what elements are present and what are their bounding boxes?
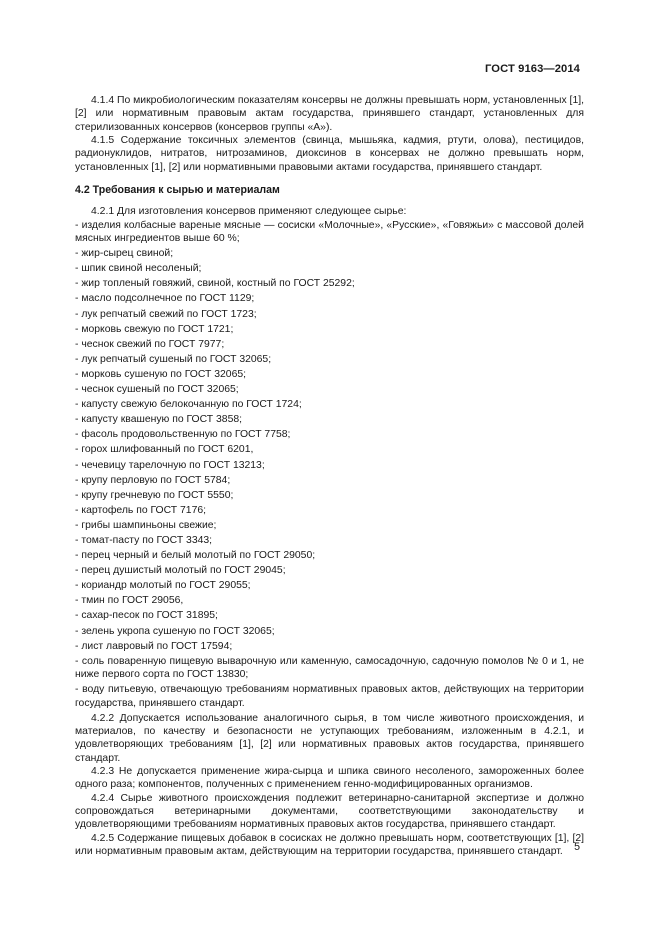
page-number: 5 xyxy=(574,841,580,853)
document-standard-number: ГОСТ 9163—2014 xyxy=(484,63,580,75)
list-item: - морковь свежую по ГОСТ 1721; xyxy=(75,323,234,335)
list-item: - тмин по ГОСТ 29056, xyxy=(75,595,184,607)
page-body xyxy=(75,94,584,858)
raw-materials-list xyxy=(75,219,584,710)
paragraph-4-2-5: 4.2.5 Содержание пищевых добавок в сосисках не должно превышать норм, соответствующих [1], [2] или нормативным правовым актам, действующим на территории государства, принявшего стандарт. xyxy=(75,832,584,858)
list-item: - соль поваренную пищевую выварочную или каменную, самосадочную, садочную помолов № 0 и 1, не ниже первого сорта по ГОСТ 13830; xyxy=(75,655,584,681)
list-item: - морковь сушеную по ГОСТ 32065; xyxy=(75,368,247,380)
list-item: - воду питьевую, отвечающую требованиям нормативных правовых актов, действующих на территории государства, принявшего стандарт. xyxy=(75,684,584,709)
list-item: - сахар-песок по ГОСТ 31895; xyxy=(75,610,218,622)
list-item: - зелень укропа сушеную по ГОСТ 32065; xyxy=(75,625,275,637)
section-heading-4-2: 4.2 Требования к сырью и материалам xyxy=(75,184,280,197)
list-item: - шпик свиной несоленый; xyxy=(75,263,202,275)
paragraph-4-2-4: 4.2.4 Сырье животного происхождения подлежит ветеринарно-санитарной экспертизе и должно сопровождаться ветеринарными документами, соответствующими законодательству и удовлетворяющими требованиям нормативных правовых актов государства, принявшего стандарт. xyxy=(75,792,584,831)
list-item: - крупу гречневую по ГОСТ 5550; xyxy=(75,489,234,501)
paragraph-4-1-5: 4.1.5 Содержание токсичных элементов (свинца, мышьяка, кадмия, ртути, олова), пестицидов, радионуклидов, нитратов, нитрозаминов, диоксинов в консервах не должно превышать норм, установленных [1], [2] или нормативными правовыми актами государства, принявшего стандарт. xyxy=(75,135,584,173)
list-item: - чеснок свежий по ГОСТ 7977; xyxy=(75,338,225,350)
list-item: - горох шлифованный по ГОСТ 6201, xyxy=(75,444,254,456)
list-item: - лук репчатый сушеный по ГОСТ 32065; xyxy=(75,353,272,365)
list-item: - лист лавровый по ГОСТ 17594; xyxy=(75,640,233,652)
list-item: - капусту квашеную по ГОСТ 3858; xyxy=(75,414,243,426)
list-item: - фасоль продовольственную по ГОСТ 7758; xyxy=(75,429,291,441)
list-item: - кориандр молотый по ГОСТ 29055; xyxy=(75,580,251,592)
list-item: - масло подсолнечное по ГОСТ 1129; xyxy=(75,293,255,305)
list-item: - капусту свежую белокочанную по ГОСТ 1724; xyxy=(75,399,302,411)
list-item: - жир топленый говяжий, свиной, костный по ГОСТ 25292; xyxy=(75,278,355,290)
paragraph-4-2-1-intro: 4.2.1 Для изготовления консервов применяют следующее сырье: xyxy=(91,206,407,218)
list-item: - чеснок сушеный по ГОСТ 32065; xyxy=(75,384,239,396)
list-item: - изделия колбасные вареные мясные — сосиски «Молочные», «Русские», «Говяжьи» с массовой долей мясных ингредиентов выше 60 %; xyxy=(75,219,584,245)
list-item: - картофель по ГОСТ 7176; xyxy=(75,504,207,516)
list-item: - перец душистый молотый по ГОСТ 29045; xyxy=(75,565,286,577)
paragraph-4-2-2: 4.2.2 Допускается использование аналогичного сырья, в том числе животного происхождения, и материалов, по качеству и безопасности не уступающих требованиям, изложенным в 4.2.1, и удовлетворяющих требованиям [1], [2] или нормативных правовых актов государства, принявшего стандарт. xyxy=(75,712,584,764)
list-item: - крупу перловую по ГОСТ 5784; xyxy=(75,474,231,486)
list-item: - жир-сырец свиной; xyxy=(75,248,174,260)
paragraph-4-2-3: 4.2.3 Не допускается применение жира-сырца и шпика свиного несоленого, замороженных более одного раза; компонентов, полученных с применением генно-модифицированных организмов. xyxy=(75,765,584,791)
list-item: - грибы шампиньоны свежие; xyxy=(75,519,217,531)
list-item: - томат-пасту по ГОСТ 3343; xyxy=(75,534,213,546)
paragraph-4-1-4: 4.1.4 По микробиологическим показателям консервы не должны превышать норм, установленных [1], [2] или нормативным правовым актам государства, принявшего стандарт, установленных для стерилизованных консервов (консервов группы «А»). xyxy=(75,95,584,133)
list-item: - перец черный и белый молотый по ГОСТ 29050; xyxy=(75,550,316,562)
list-item: - чечевицу тарелочную по ГОСТ 13213; xyxy=(75,459,265,471)
list-item: - лук репчатый свежий по ГОСТ 1723; xyxy=(75,308,257,320)
